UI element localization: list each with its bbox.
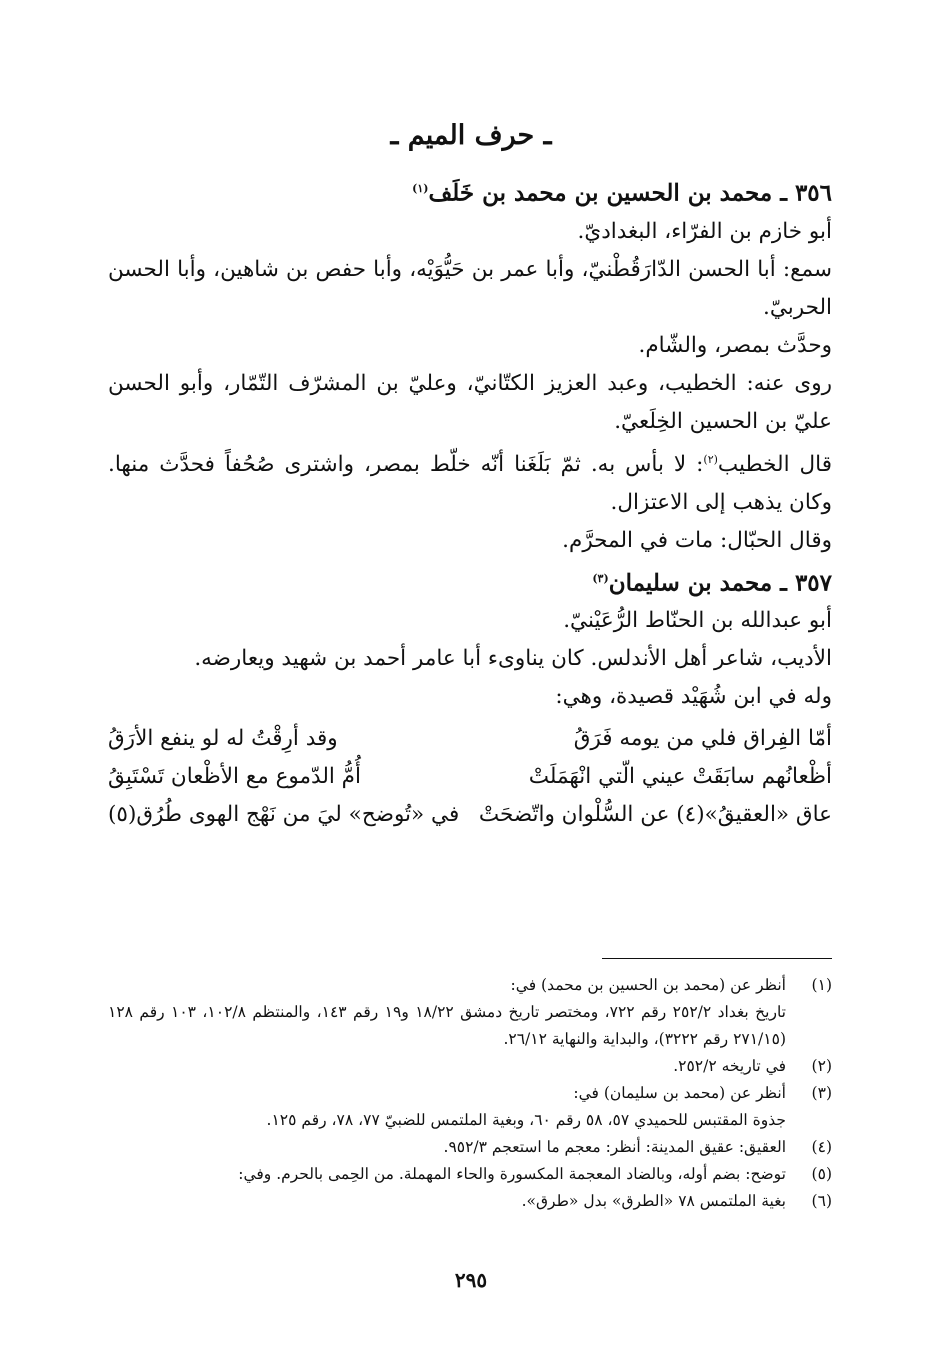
verse-second-hemistich: في «تُوضح» ليَ من نَهْج الهوى طُرُق(٥) — [108, 802, 460, 828]
footnote-line: العقيق: عقيق المدينة: أنظر: معجم ما استعجم ٩٥٢/٣. — [443, 1138, 786, 1156]
entry-356-narrated: وحدَّث بمصر، والشّام. — [638, 332, 832, 358]
footnote-line: تاريخ بغداد ٢٥٢/٢ رقم ٧٢٢، ومختصر تاريخ دمشق ١٨/٢٢ و١٩ رقم ١٤٣، والمنتظم ١٠٢/٨، ١٠٣ رقم ١٢٨ (٢٧١/١٥ رقم ٣٢٢٢)، والبداية والنهاية ٢٦/١٢. — [108, 1003, 786, 1048]
poem — [108, 720, 832, 834]
poem-verse — [108, 758, 832, 796]
footnote-6 — [108, 1188, 832, 1215]
footnote-line: أنظر عن (محمد بن الحسين بن محمد) في: — [510, 976, 786, 994]
section-heading: ـ حرف الميم ـ — [390, 120, 552, 151]
footnote-number: (١) — [811, 976, 832, 994]
footnote-line: توضح: بضم أوله، وبالضاد المعجمة المكسورة والحاء المهملة. من الحِمى بالحرم. وفي: — [238, 1165, 786, 1183]
footnote-3 — [108, 1080, 832, 1134]
main-text — [108, 170, 832, 834]
footnote-ref-3: (٣) — [592, 571, 609, 585]
entry-356-kunya: أبو خازم بن الفرّاء، البغداديّ. — [577, 218, 832, 244]
verse-second-hemistich: أُمُّ الدّموع مع الأظْعان تَسْتَبِقُ — [108, 764, 361, 790]
footnote-number: (٢) — [811, 1057, 832, 1075]
footnote-line: بغية الملتمس ٧٨ «الطرق» بدل «طرق». — [521, 1192, 786, 1210]
entry-356-khatib-quote — [108, 441, 832, 522]
khatib-quote-start: قال الخطيب — [717, 451, 832, 477]
footnote-2 — [108, 1053, 832, 1080]
footnote-body — [108, 972, 786, 1053]
footnote-4 — [108, 1134, 832, 1161]
footnote-number: (٥) — [811, 1165, 832, 1183]
entry-357-kunya: أبو عبدالله بن الحنّاط الرُّعَيْنيّ. — [563, 608, 832, 634]
entry-357-description: الأديب، شاعر أهل الأندلس. كان يناوىء أبا عامر أحمد بن شهيد ويعارضه. — [194, 646, 832, 672]
poem-verse — [108, 796, 832, 834]
verse-first-hemistich: أظْعانُهم سابَقَتْ عيني الّتي انْهَمَلَتْ — [528, 764, 832, 790]
entry-356-title-text: ٣٥٦ ـ محمد بن الحسين بن محمد بن خَلَف — [428, 179, 832, 207]
footnote-number: (٦) — [811, 1192, 832, 1210]
page-number: ٢٩٥ — [454, 1268, 488, 1292]
footnote-line: جذوة المقتبس للحميدي ٥٧، ٥٨ رقم ٦٠، وبغية الملتمس للضبيّ ٧٧، ٧٨، رقم ١٢٥. — [266, 1111, 786, 1129]
footnote-number: (٤) — [811, 1138, 832, 1156]
footnotes — [108, 972, 832, 1215]
verse-first-hemistich: أمّا الفِراق فلي من يومه فَرَقُ — [573, 726, 832, 752]
footnote-body — [108, 1188, 786, 1215]
footnote-line: في تاريخه ٢٥٢/٢. — [673, 1057, 786, 1075]
entry-356-students: روى عنه: الخطيب، وعبد العزيز الكتّانيّ، وعليّ بن المشرّف التّمّار، وأبو الحسن عليّ بن الحسين الخِلَعيّ. — [108, 370, 832, 434]
entry-357-title — [108, 560, 832, 603]
entry-356-teachers: سمع: أبا الحسن الدّارَقُطْنيّ، وأبا عمر بن حَيُّوَيْه، وأبا حفص بن شاهين، وأبا الحسن الحربيّ. — [108, 256, 832, 320]
verse-second-hemistich: وقد أرِقْتُ له لو ينفع الأرَقُ — [108, 726, 338, 752]
footnote-5 — [108, 1161, 832, 1188]
footnote-ref-1: (١) — [412, 182, 429, 195]
verse-first-hemistich: عاق «العقيقُ»(٤) عن السُّلْوان واتّضحَتْ — [478, 802, 832, 828]
entry-357-poem-intro: وله في ابن شُهَيْد قصيدة، وهي: — [555, 684, 832, 710]
entry-356-title — [108, 170, 832, 213]
entry-357-title-text: ٣٥٧ ـ محمد بن سليمان — [608, 569, 832, 597]
footnote-line: أنظر عن (محمد بن سليمان) في: — [573, 1084, 786, 1102]
footnote-number: (٣) — [811, 1084, 832, 1102]
entry-356-death: وقال الحبّال: مات في المحرَّم. — [562, 527, 832, 553]
footnote-1 — [108, 972, 832, 1053]
footnote-body — [108, 1161, 786, 1188]
khatib-quote-text: : لا بأس به. ثمّ بَلَغَنا أنّه خلّط بمصر، واشترى صُحُفاً فحدَّث منها. وكان يذهب إلى الاعتزال. — [108, 451, 832, 515]
footnote-divider — [602, 958, 832, 959]
footnote-body — [108, 1080, 786, 1134]
footnote-body — [108, 1134, 786, 1161]
footnote-body — [108, 1053, 786, 1080]
poem-verse — [108, 720, 832, 758]
footnote-ref-2: (٢) — [703, 452, 718, 466]
